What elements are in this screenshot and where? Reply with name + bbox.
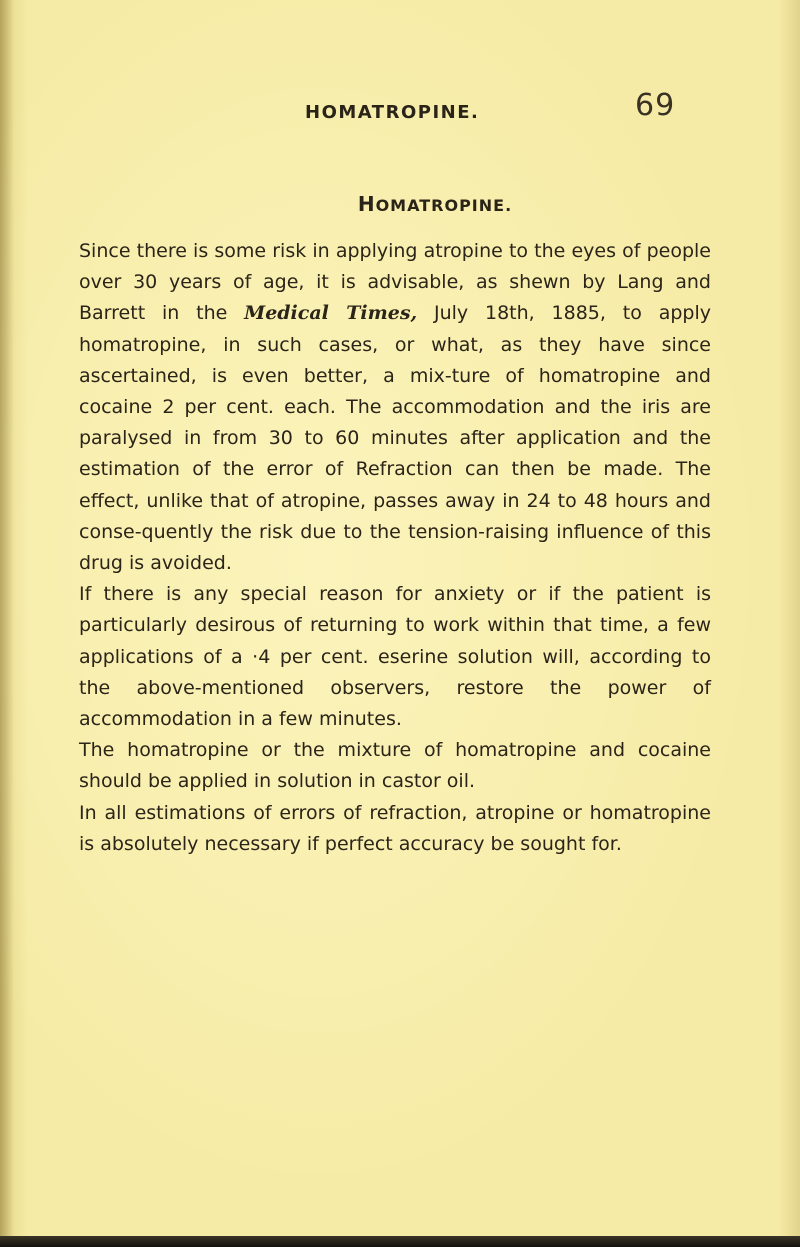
page-number: 69 [635,88,676,123]
paragraph-1 [79,236,711,579]
page-bottom-edge [0,1236,800,1247]
page-gutter-shadow [0,0,14,1236]
section-heading-initial: H [357,192,376,216]
paragraph-2: If there is any special reason for anxiety or if the patient is particularly desirous of returning to work within that time, a few applications of a ·4 per cent. eserine solution will, according to the above-mentioned observers, restore the power of accommodation in a few minutes. [79,583,711,731]
running-title: HOMATROPINE. [305,102,480,123]
journal-title: Medical Times, [244,302,418,325]
section-heading [0,192,800,216]
paragraph-1-end: July 18th, 1885, to apply homatropine, in such cases, or what, as they have since ascertained, is even better, a mix-ture of homatropine and cocaine 2 per cent. each. The accommodation and the iris are paralysed in from 30 to 60 minutes after application and the estimation of the error of Refraction can then be made. The effect, unlike that of atropine, passes away in 24 to 48 hours and conse-quently the risk due to the tension-raising influence of this drug is avoided. [79,302,711,575]
running-head [305,86,700,126]
paragraph-4: In all estimations of errors of refraction, atropine or homatropine is absolutely necessary if perfect accuracy be sought for. [79,801,711,855]
paragraph-1-start: Since there is some risk in applying atropine to the eyes of people over 30 years of age, it is advisable, as shewn by Lang and Barrett in the [79,240,711,325]
body-text [79,236,711,860]
section-heading-rest: OMATROPINE. [375,196,513,215]
paragraph-3: The homatropine or the mixture of homatropine and cocaine should be applied in solution in castor oil. [79,739,711,793]
